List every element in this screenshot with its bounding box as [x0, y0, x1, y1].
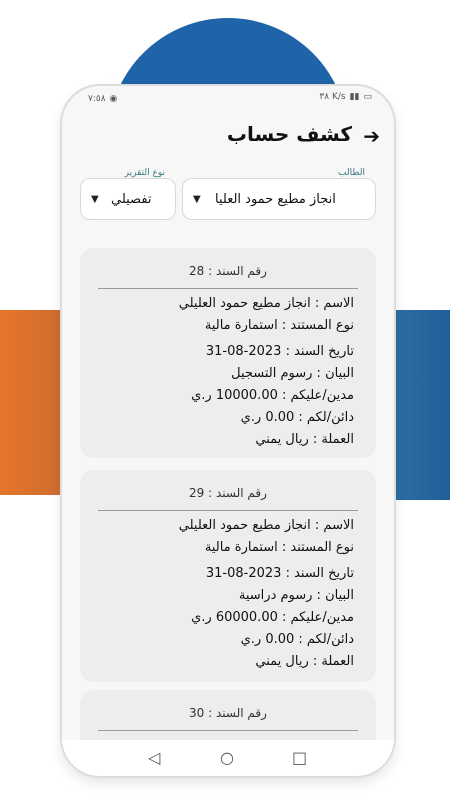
voucher-description: البيان : رسوم دراسية	[238, 588, 354, 603]
voucher-doc-type: نوع المستند : استمارة مالية	[204, 540, 354, 555]
status-time: ٧:٥٨	[88, 94, 106, 104]
divider	[98, 510, 358, 511]
report-type-value: تفصيلي	[111, 191, 152, 207]
divider	[98, 288, 358, 289]
student-dropdown[interactable]	[182, 168, 376, 220]
voucher-credit: دائن/لكم : 0.00 ر.ي	[240, 632, 354, 647]
system-nav-bar	[62, 740, 394, 776]
voucher-number: رقم السند : 28	[189, 264, 267, 278]
divider	[98, 730, 358, 731]
voucher-credit: دائن/لكم : 0.00 ر.ي	[240, 410, 354, 425]
voucher-doc-type: نوع المستند : استمارة مالية	[204, 318, 354, 333]
home-nav-icon[interactable]: ○	[220, 748, 234, 767]
signal-icon: ▮▮	[349, 92, 360, 102]
chevron-down-icon: ▼	[193, 193, 201, 205]
report-type-label: نوع التقرير	[124, 168, 165, 178]
voucher-card[interactable]	[80, 248, 376, 458]
back-nav-icon[interactable]: ◁	[148, 748, 161, 767]
voucher-name: الاسم : انجاز مطيع حمود العليلي	[178, 518, 354, 533]
phone-frame	[62, 86, 394, 776]
student-value: انجاز مطيع حمود العليا	[215, 191, 336, 207]
voucher-date: تاريخ السند : 2023-08-31	[205, 566, 354, 581]
voucher-number: رقم السند : 29	[189, 486, 267, 500]
voucher-date: تاريخ السند : 2023-08-31	[205, 344, 354, 359]
voucher-description: البيان : رسوم التسجيل	[231, 366, 354, 381]
voucher-name: الاسم : انجاز مطيع حمود العليلي	[178, 296, 354, 311]
background-blue-stripe	[388, 310, 450, 500]
voucher-debit: مدين/عليكم : 10000.00 ر.ي	[191, 388, 354, 403]
status-right	[319, 92, 372, 102]
app-bar	[62, 116, 394, 156]
network-speed: ٣٨ K/s	[319, 92, 346, 102]
battery-icon: ▭	[363, 92, 372, 102]
voucher-card[interactable]	[80, 470, 376, 682]
page-title: كشف حساب	[226, 122, 352, 146]
voucher-currency: العملة : ريال يمني	[255, 654, 354, 669]
voucher-debit: مدين/عليكم : 60000.00 ر.ي	[191, 610, 354, 625]
report-type-dropdown[interactable]	[80, 168, 176, 220]
arrow-right-icon[interactable]: ➔	[363, 124, 380, 148]
student-label: الطالب	[338, 168, 365, 178]
filters-row	[80, 168, 376, 220]
chevron-down-icon: ▼	[91, 193, 99, 205]
recents-nav-icon[interactable]: □	[292, 748, 308, 767]
eye-icon: ◉	[109, 94, 118, 104]
status-bar	[62, 86, 394, 112]
voucher-number: رقم السند : 30	[189, 706, 267, 720]
status-left	[88, 94, 117, 104]
voucher-currency: العملة : ريال يمني	[255, 432, 354, 447]
